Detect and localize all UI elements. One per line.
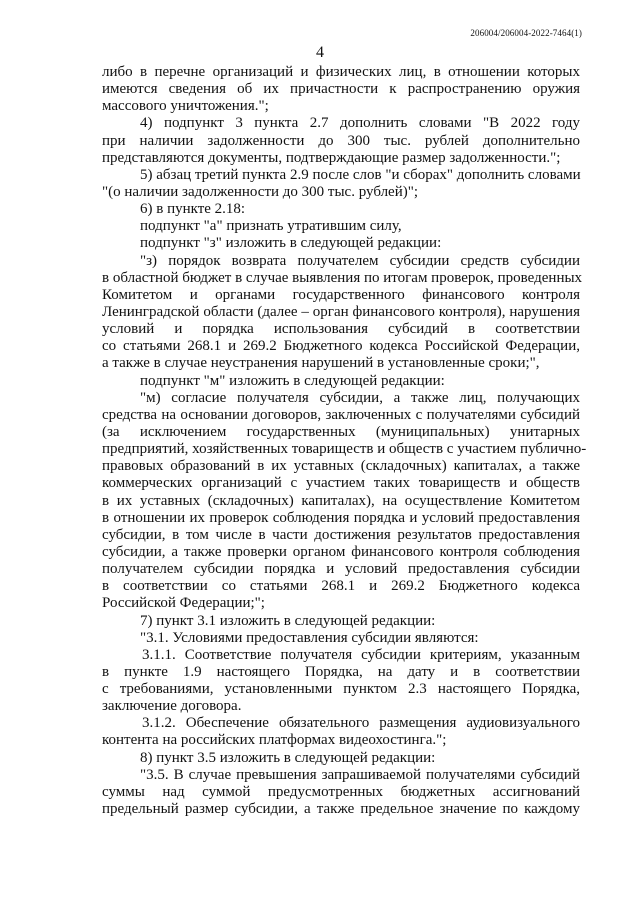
text-line: представляются документы, подтверждающие размер задолженности."; xyxy=(102,149,561,166)
text-line: получателем субсидии порядка и условий предоставления субсидии xyxy=(102,561,580,578)
text-line: массового уничтожения."; xyxy=(102,98,269,115)
text-line: Комитетом и органами государственного финансового контроля xyxy=(102,286,580,303)
text-line: "з) порядок возврата получателем субсидии средств субсидии xyxy=(140,252,580,269)
text-line: либо в перечне организаций и физических лиц, в отношении которых xyxy=(102,64,580,80)
text-line: а также в случае неустранения нарушений в установленные сроки;", xyxy=(102,355,540,372)
text-line: "3.1. Условиями предоставления субсидии являются: xyxy=(140,629,479,646)
document-id: 206004/206004-2022-7464(1) xyxy=(470,28,582,38)
text-line: 3.1.1. Соответствие получателя субсидии критериям, указанным xyxy=(142,646,580,663)
text-line: со статьями 268.1 и 269.2 Бюджетного кодекса Российской Федерации, xyxy=(102,338,580,355)
text-line: суммы над суммой предусмотренных бюджетных ассигнований xyxy=(102,783,580,800)
text-line: 5) абзац третий пункта 2.9 после слов "и сборах" дополнить словами xyxy=(140,166,581,183)
text-line: 4) подпункт 3 пункта 2.7 дополнить словами "В 2022 году xyxy=(140,115,580,132)
text-line: заключение договора. xyxy=(102,698,242,715)
text-line: коммерческих организаций с участием таких товариществ и обществ xyxy=(102,475,580,492)
text-line: подпункт "м" изложить в следующей редакции: xyxy=(140,372,445,389)
text-line: "(о наличии задолженности до 300 тыс. рублей)"; xyxy=(102,183,419,200)
text-line: субсидии, а также проверки органом финансового контроля соблюдения xyxy=(102,543,580,560)
text-line: 6) в пункте 2.18: xyxy=(140,201,246,218)
text-line: Ленинградской области (далее – орган финансового контроля), нарушения xyxy=(102,303,580,320)
text-line: условий и порядка использования субсидий в соответствии xyxy=(102,321,580,338)
text-line: "3.5. В случае превышения запрашиваемой получателями субсидий xyxy=(140,766,580,783)
text-line: подпункт "а" признать утратившим силу, xyxy=(140,218,402,235)
text-line: правовых образований в их уставных (складочных) капиталах, а также xyxy=(102,458,580,475)
text-line: 8) пункт 3.5 изложить в следующей редакции: xyxy=(140,749,436,766)
text-line: с требованиями, установленными пунктом 2.3 настоящего Порядка, xyxy=(102,681,580,698)
text-line: средства на основании договоров, заключенных с получателями субсидий xyxy=(102,406,580,423)
text-line: предприятий, хозяйственных товариществ и обществ с участием публично- xyxy=(102,441,587,458)
text-line: субсидии, в том числе в части достижения результатов предоставления xyxy=(102,526,580,543)
text-line: Российской Федерации;"; xyxy=(102,595,265,612)
text-line: 7) пункт 3.1 изложить в следующей редакции: xyxy=(140,612,436,629)
text-line: в отношении их проверок соблюдения порядка и условий предоставления xyxy=(102,509,580,526)
text-line: при наличии задолженности до 300 тыс. рублей дополнительно xyxy=(102,132,580,149)
text-line: в соответствии со статьями 268.1 и 269.2 Бюджетного кодекса xyxy=(102,578,580,595)
text-line: предельный размер субсидии, а также предельное значение по каждому xyxy=(102,801,580,818)
text-line: в пункте 1.9 настоящего Порядка, на дату и в соответствии xyxy=(102,663,580,680)
text-line: имеются сведения об их причастности к распространению оружия xyxy=(102,81,580,98)
document-body xyxy=(102,64,587,818)
text-line: в областной бюджет в случае выявления по итогам проверок, проведенных xyxy=(102,269,583,286)
text-line: 3.1.2. Обеспечение обязательного размещения аудиовизуального xyxy=(142,715,580,732)
text-line: "м) согласие получателя субсидии, а также лиц, получающих xyxy=(140,389,580,406)
text-line: (за исключением государственных (муниципальных) унитарных xyxy=(102,423,580,440)
text-line: подпункт "з" изложить в следующей редакции: xyxy=(140,235,442,252)
text-line: контента на российских платформах видеохостинга."; xyxy=(102,732,447,749)
text-line: в их уставных (складочных) капиталах), на осуществление Комитетом xyxy=(102,492,580,509)
page-number: 4 xyxy=(316,44,324,61)
